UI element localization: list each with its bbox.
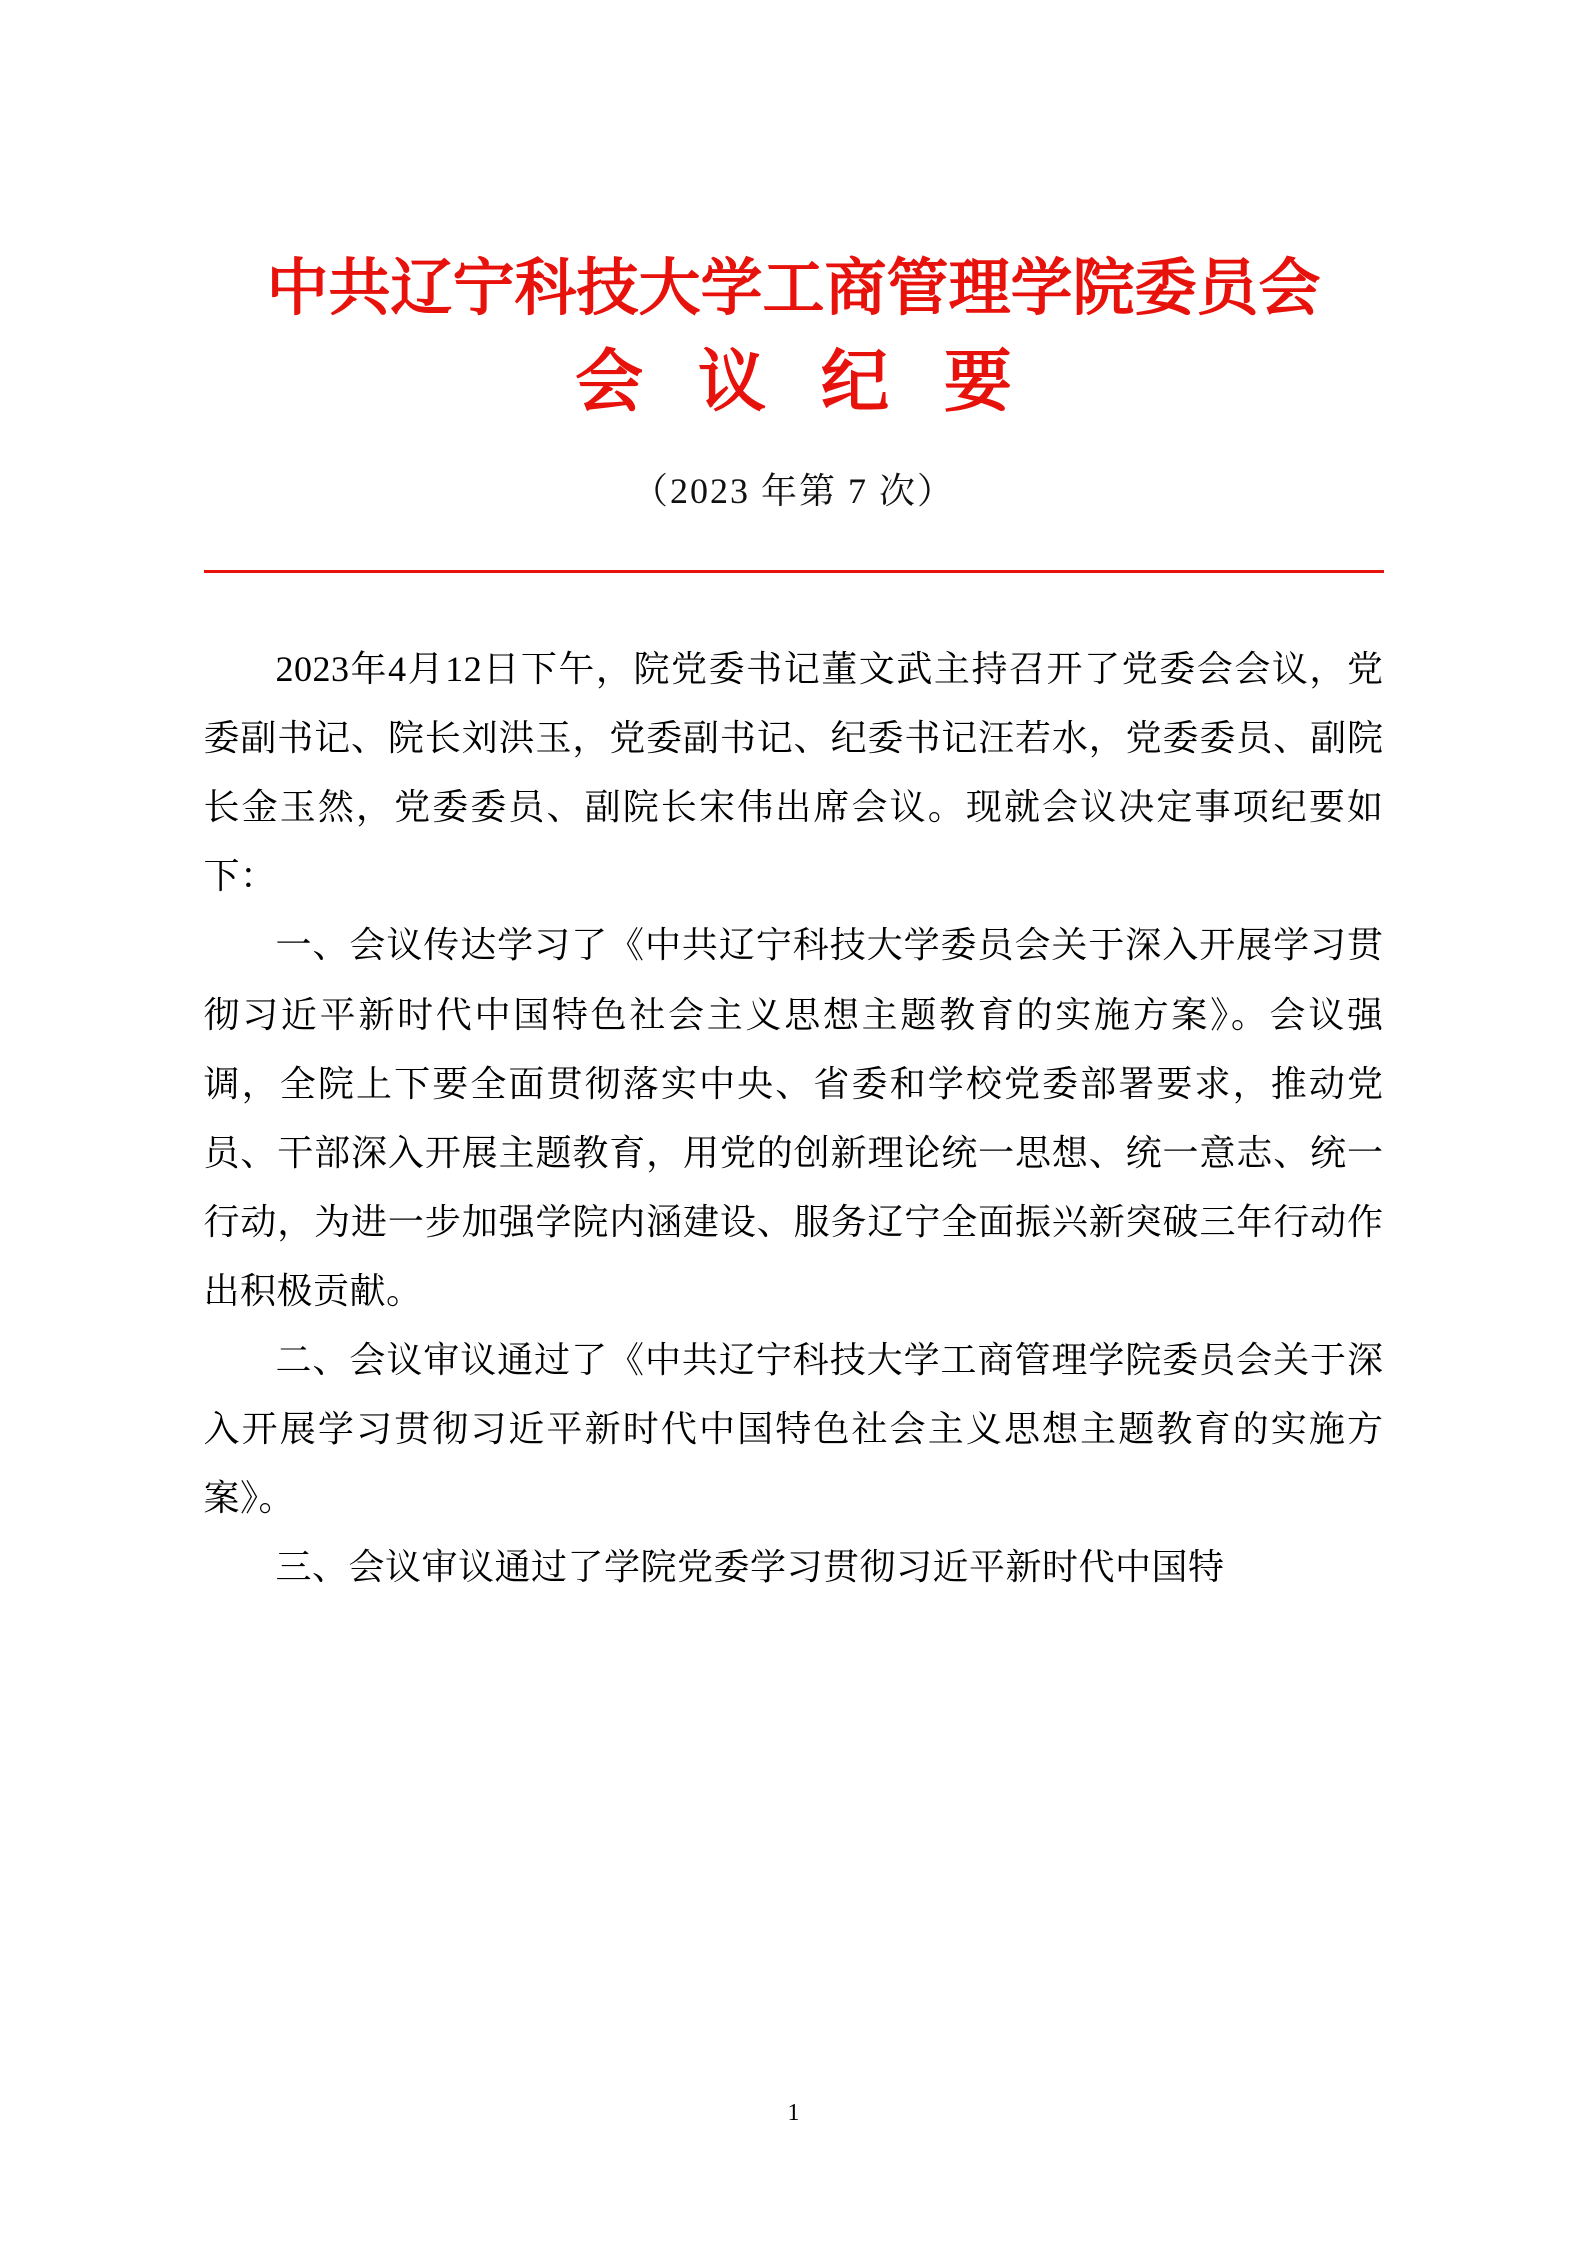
document-issue-number: （2023 年第 7 次） [631,470,955,511]
document-title-type: 会 议 纪 要 [575,344,1030,421]
page-number: 1 [787,2100,800,2126]
document-header [0,0,1587,514]
document-title-organization: 中共辽宁科技大学工商管理学院委员会 [266,254,1321,323]
body-paragraph: 一、会议传达学习了《中共辽宁科技大学委员会关于深入开展学习贯彻习近平新时代中国特色社会主义思想主题教育的实施方案》。会议强调，全院上下要全面贯彻落实中央、省委和学校党委部署要求，推动党员、干部深入开展主题教育，用党的创新理论统一思想、统一意志、统一行动，为进一步加强学院内涵建设、服务辽宁全面振兴新突破三年行动作出积极贡献。 [203,925,1384,1311]
document-body [204,573,1384,1603]
body-paragraph: 二、会议审议通过了《中共辽宁科技大学工商管理学院委员会关于深入开展学习贯彻习近平新时代中国特色社会主义思想主题教育的实施方案》。 [203,1340,1384,1519]
body-paragraph: 2023年4月12日下午，院党委书记董文武主持召开了党委会会议，党委副书记、院长刘洪玉，党委副书记、纪委书记汪若水，党委委员、副院长金玉然，党委委员、副院长宋伟出席会议。现就会议决定事项纪要如下： [203,648,1384,897]
body-paragraph: 三、会议审议通过了学院党委学习贯彻习近平新时代中国特 [275,1547,1225,1588]
